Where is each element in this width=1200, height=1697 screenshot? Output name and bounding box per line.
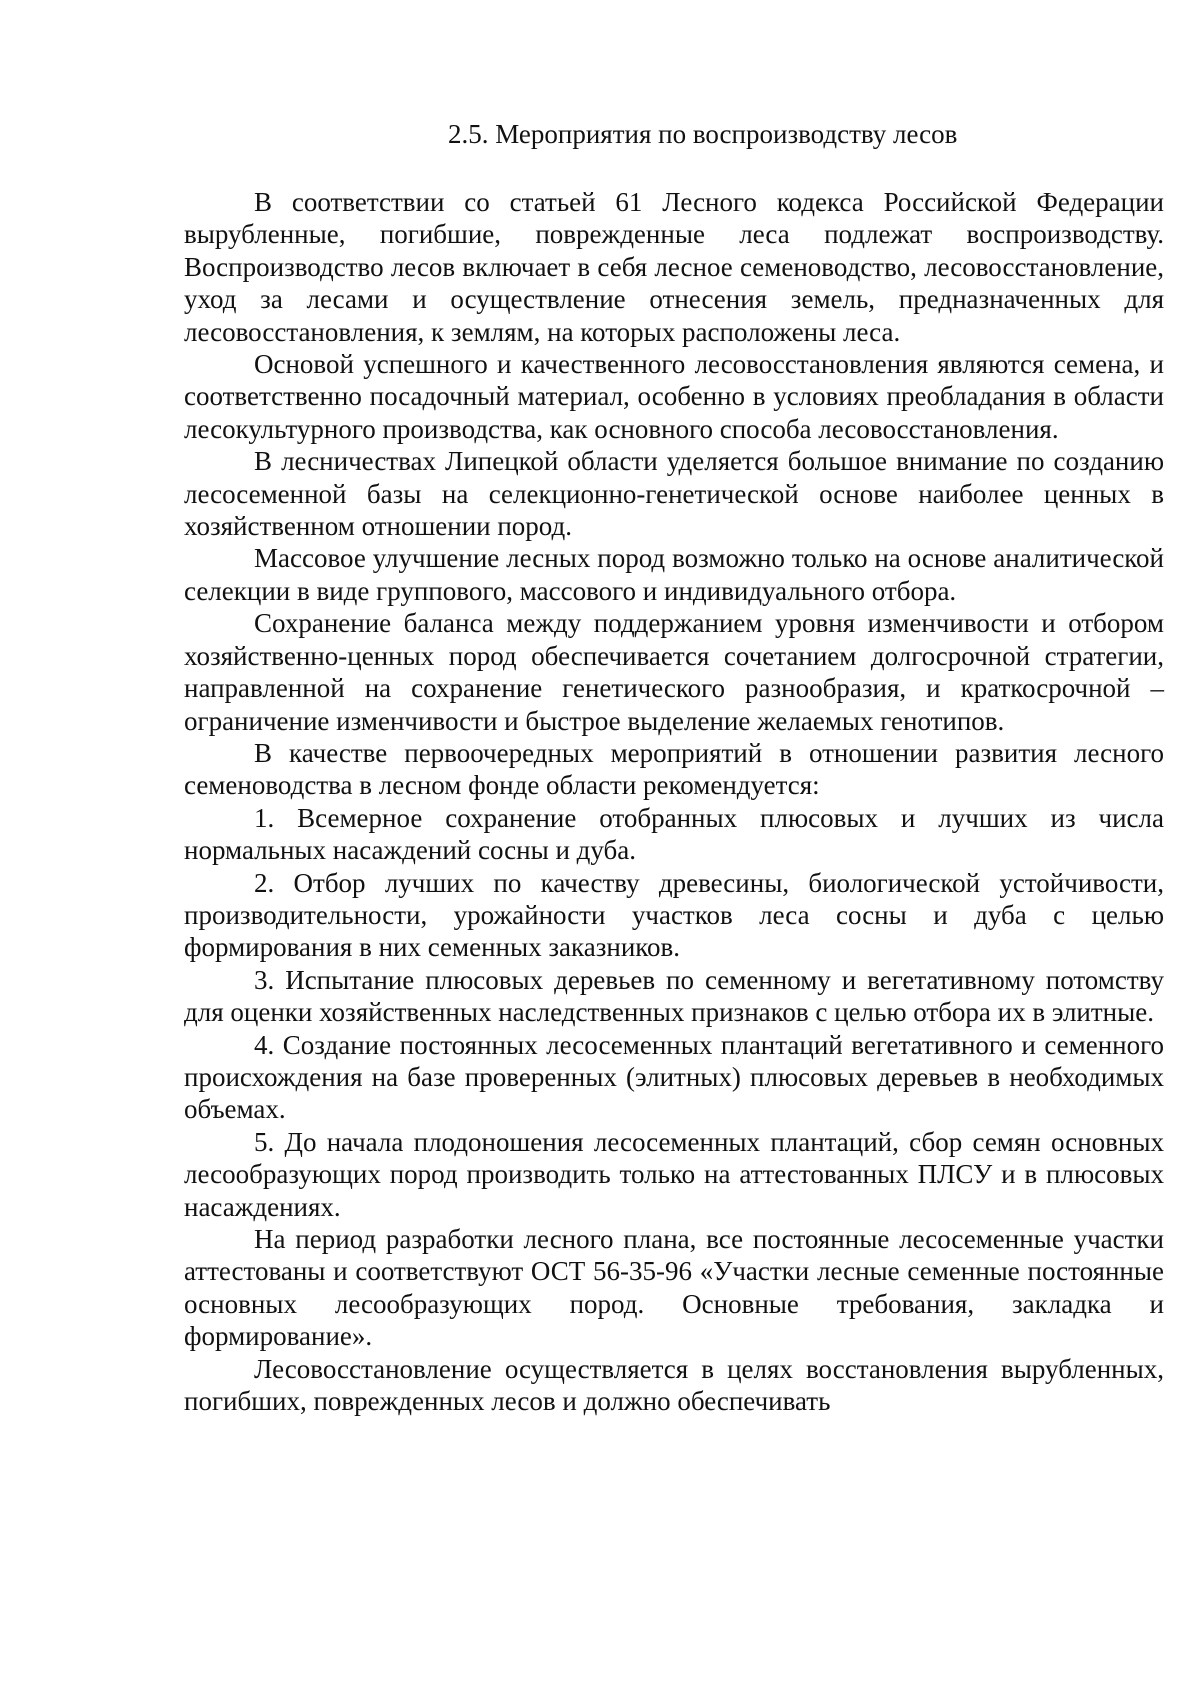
- list-item-1: 1. Всемерное сохранение отобранных плюсовых и лучших из числа нормальных насаждений сосны и дуба.: [184, 802, 1164, 866]
- list-item-4: 4. Создание постоянных лесосеменных плантаций вегетативного и семенного происхождения на базе проверенных (элитных) плюсовых деревьев в необходимых объемах.: [184, 1029, 1164, 1125]
- list-item-3: 3. Испытание плюсовых деревьев по семенному и вегетативному потомству для оценки хозяйственных наследственных признаков с целью отбора их в элитные.: [184, 964, 1164, 1028]
- paragraph-seed-base: В лесничествах Липецкой области уделяется большое внимание по созданию лесосеменной базы на селекционно-генетической основе наиболее ценных в хозяйственном отношении пород.: [184, 446, 1164, 542]
- paragraph-balance: Сохранение баланса между поддержанием уровня изменчивости и отбором хозяйственно-ценных пород обеспечивается сочетанием долгосрочной стратегии, направленной на сохранение генетического разнообразия, и краткосрочной – ограничение изменчивости и быстрое выделение желаемых генотипов.: [184, 608, 1164, 736]
- paragraph-mass-improvement: Массовое улучшение лесных пород возможно только на основе аналитической селекции в виде группового, массового и индивидуального отбора.: [184, 543, 1164, 606]
- document-body: [184, 186, 1164, 1417]
- paragraph-legal-basis: В соответствии со статьей 61 Лесного кодекса Российской Федерации вырубленные, погибшие, поврежденные леса подлежат воспроизводству. Воспроизводство лесов включает в себя лесное семеноводство, лесовосстановление, уход за лесами и осуществление отнесения земель, предназначенных для лесовосстановления, к землям, на которых расположены леса.: [184, 187, 1164, 347]
- paragraph-reforestation: Лесовосстановление осуществляется в целях восстановления вырубленных, погибших, поврежденных лесов и должно обеспечивать: [184, 1353, 1164, 1417]
- paragraph-priority-measures: В качестве первоочередных мероприятий в отношении развития лесного семеноводства в лесном фонде области рекомендуется:: [184, 737, 1164, 801]
- list-item-2: 2. Отбор лучших по качеству древесины, биологической устойчивости, производительности, урожайности участков леса сосны и дуба с целью формирования в них семенных заказников.: [184, 867, 1164, 963]
- paragraph-certification: На период разработки лесного плана, все постоянные лесосеменные участки аттестованы и соответствуют ОСТ 56-35-96 «Участки лесные семенные постоянные основных лесообразующих пород. Основные требования, закладка и формирование».: [184, 1224, 1164, 1352]
- section-heading: 2.5. Мероприятия по воспроизводству лесов: [448, 119, 958, 149]
- list-item-5: 5. До начала плодоношения лесосеменных плантаций, сбор семян основных лесообразующих пород производить только на аттестованных ПЛСУ и в плюсовых насаждениях.: [184, 1126, 1164, 1222]
- paragraph-seeds: Основой успешного и качественного лесовосстановления являются семена, и соответственно посадочный материал, особенно в условиях преобладания в области лесокультурного производства, как основного способа лесовосстановления.: [184, 349, 1164, 444]
